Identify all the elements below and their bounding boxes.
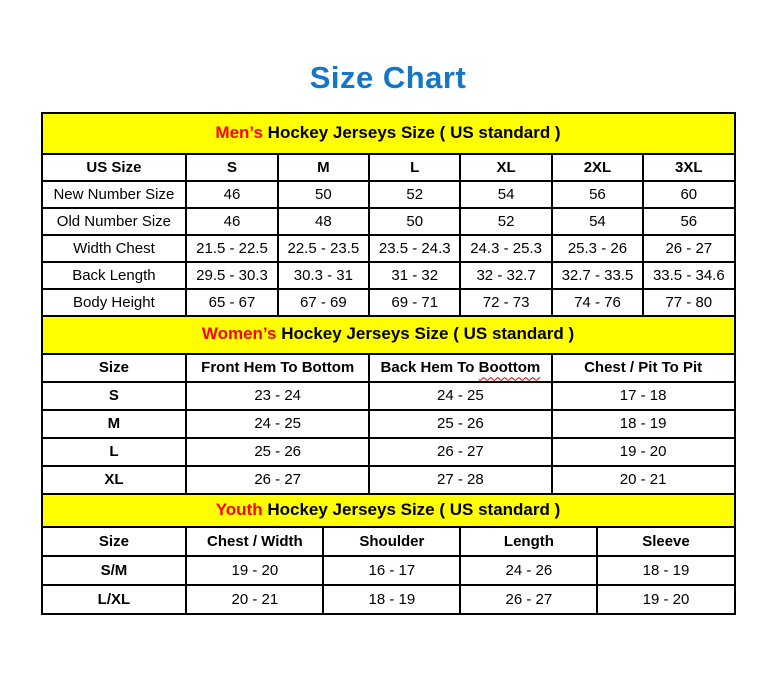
column-header: Shoulder xyxy=(323,527,460,556)
data-cell: 20 - 21 xyxy=(186,585,323,614)
column-header: L xyxy=(369,154,460,181)
data-cell: 30.3 - 31 xyxy=(278,262,369,289)
data-cell: 22.5 - 23.5 xyxy=(278,235,369,262)
data-cell: 18 - 19 xyxy=(323,585,460,614)
page-title: Size Chart xyxy=(309,60,467,95)
data-cell: 54 xyxy=(552,208,643,235)
table-row xyxy=(42,556,735,585)
row-label: Body Height xyxy=(42,289,187,316)
row-label: M xyxy=(42,410,187,438)
data-cell: 27 - 28 xyxy=(369,466,552,494)
data-cell: 67 - 69 xyxy=(278,289,369,316)
table-row xyxy=(42,438,735,466)
section-heading-mens xyxy=(41,112,736,153)
data-cell: 31 - 32 xyxy=(369,262,460,289)
data-cell: 25 - 26 xyxy=(186,438,369,466)
data-cell: 24 - 25 xyxy=(186,410,369,438)
table-body xyxy=(42,181,735,316)
section-heading-rest: Hockey Jerseys Size ( US standard ) xyxy=(262,123,561,142)
size-chart xyxy=(41,112,736,615)
data-cell: 52 xyxy=(369,181,460,208)
data-cell: 18 - 19 xyxy=(597,556,734,585)
column-header: Size xyxy=(42,527,187,556)
table-row xyxy=(42,208,735,235)
row-label: XL xyxy=(42,466,187,494)
data-cell: 69 - 71 xyxy=(369,289,460,316)
table-body xyxy=(42,382,735,494)
table-row xyxy=(42,466,735,494)
section-heading-highlight: Youth xyxy=(215,499,263,519)
data-cell: 24 - 26 xyxy=(460,556,597,585)
data-cell: 50 xyxy=(369,208,460,235)
data-cell: 46 xyxy=(186,181,277,208)
data-cell: 26 - 27 xyxy=(369,438,552,466)
data-cell: 54 xyxy=(460,181,551,208)
row-label: L xyxy=(42,438,187,466)
data-cell: 19 - 20 xyxy=(597,585,734,614)
row-label: Old Number Size xyxy=(42,208,187,235)
column-header: XL xyxy=(460,154,551,181)
table-row xyxy=(42,235,735,262)
section-table-mens xyxy=(41,153,736,317)
data-cell: 29.5 - 30.3 xyxy=(186,262,277,289)
data-cell: 32 - 32.7 xyxy=(460,262,551,289)
data-cell: 77 - 80 xyxy=(643,289,734,316)
data-cell: 65 - 67 xyxy=(186,289,277,316)
data-cell: 18 - 19 xyxy=(552,410,735,438)
section-heading-youth xyxy=(41,495,736,526)
data-cell: 26 - 27 xyxy=(186,466,369,494)
data-cell: 23.5 - 24.3 xyxy=(369,235,460,262)
column-header: Chest / Width xyxy=(186,527,323,556)
data-cell: 48 xyxy=(278,208,369,235)
column-header: Chest / Pit To Pit xyxy=(552,354,735,382)
header-row xyxy=(42,354,735,382)
column-header: Size xyxy=(42,354,187,382)
column-header: US Size xyxy=(42,154,187,181)
data-cell: 33.5 - 34.6 xyxy=(643,262,734,289)
data-cell: 19 - 20 xyxy=(186,556,323,585)
column-header: Back Hem To Boottom xyxy=(369,354,552,382)
table-row xyxy=(42,410,735,438)
section-heading-rest: Hockey Jerseys Size ( US standard ) xyxy=(262,499,561,519)
data-cell: 74 - 76 xyxy=(552,289,643,316)
row-label: Back Length xyxy=(42,262,187,289)
data-cell: 24.3 - 25.3 xyxy=(460,235,551,262)
column-header: Length xyxy=(460,527,597,556)
table-row xyxy=(42,585,735,614)
header-row xyxy=(42,527,735,556)
row-label: Width Chest xyxy=(42,235,187,262)
data-cell: 32.7 - 33.5 xyxy=(552,262,643,289)
column-header: 2XL xyxy=(552,154,643,181)
section-heading-highlight: Men’s xyxy=(215,123,263,142)
row-label: L/XL xyxy=(42,585,187,614)
column-header: 3XL xyxy=(643,154,734,181)
data-cell: 50 xyxy=(278,181,369,208)
table-header xyxy=(42,527,735,556)
data-cell: 56 xyxy=(643,208,734,235)
data-cell: 16 - 17 xyxy=(323,556,460,585)
section-table-womens xyxy=(41,353,736,495)
data-cell: 26 - 27 xyxy=(460,585,597,614)
table-row xyxy=(42,181,735,208)
column-header: M xyxy=(278,154,369,181)
column-header: S xyxy=(186,154,277,181)
data-cell: 25.3 - 26 xyxy=(552,235,643,262)
table-row xyxy=(42,262,735,289)
table-body xyxy=(42,556,735,614)
data-cell: 23 - 24 xyxy=(186,382,369,410)
table-header xyxy=(42,354,735,382)
header-row xyxy=(42,154,735,181)
data-cell: 24 - 25 xyxy=(369,382,552,410)
data-cell: 20 - 21 xyxy=(552,466,735,494)
data-cell: 56 xyxy=(552,181,643,208)
data-cell: 60 xyxy=(643,181,734,208)
section-heading-rest: Hockey Jerseys Size ( US standard ) xyxy=(276,324,575,344)
row-label: New Number Size xyxy=(42,181,187,208)
data-cell: 19 - 20 xyxy=(552,438,735,466)
table-header xyxy=(42,154,735,181)
data-cell: 52 xyxy=(460,208,551,235)
misspelled-word: Boottom xyxy=(478,359,541,377)
data-cell: 26 - 27 xyxy=(643,235,734,262)
data-cell: 25 - 26 xyxy=(369,410,552,438)
column-header: Sleeve xyxy=(597,527,734,556)
data-cell: 17 - 18 xyxy=(552,382,735,410)
column-header: Front Hem To Bottom xyxy=(186,354,369,382)
data-cell: 46 xyxy=(186,208,277,235)
section-table-youth xyxy=(41,526,736,615)
table-row xyxy=(42,289,735,316)
section-heading-highlight: Women’s xyxy=(201,324,277,344)
data-cell: 72 - 73 xyxy=(460,289,551,316)
section-heading-womens xyxy=(41,317,736,352)
table-row xyxy=(42,382,735,410)
row-label: S xyxy=(42,382,187,410)
row-label: S/M xyxy=(42,556,187,585)
data-cell: 21.5 - 22.5 xyxy=(186,235,277,262)
